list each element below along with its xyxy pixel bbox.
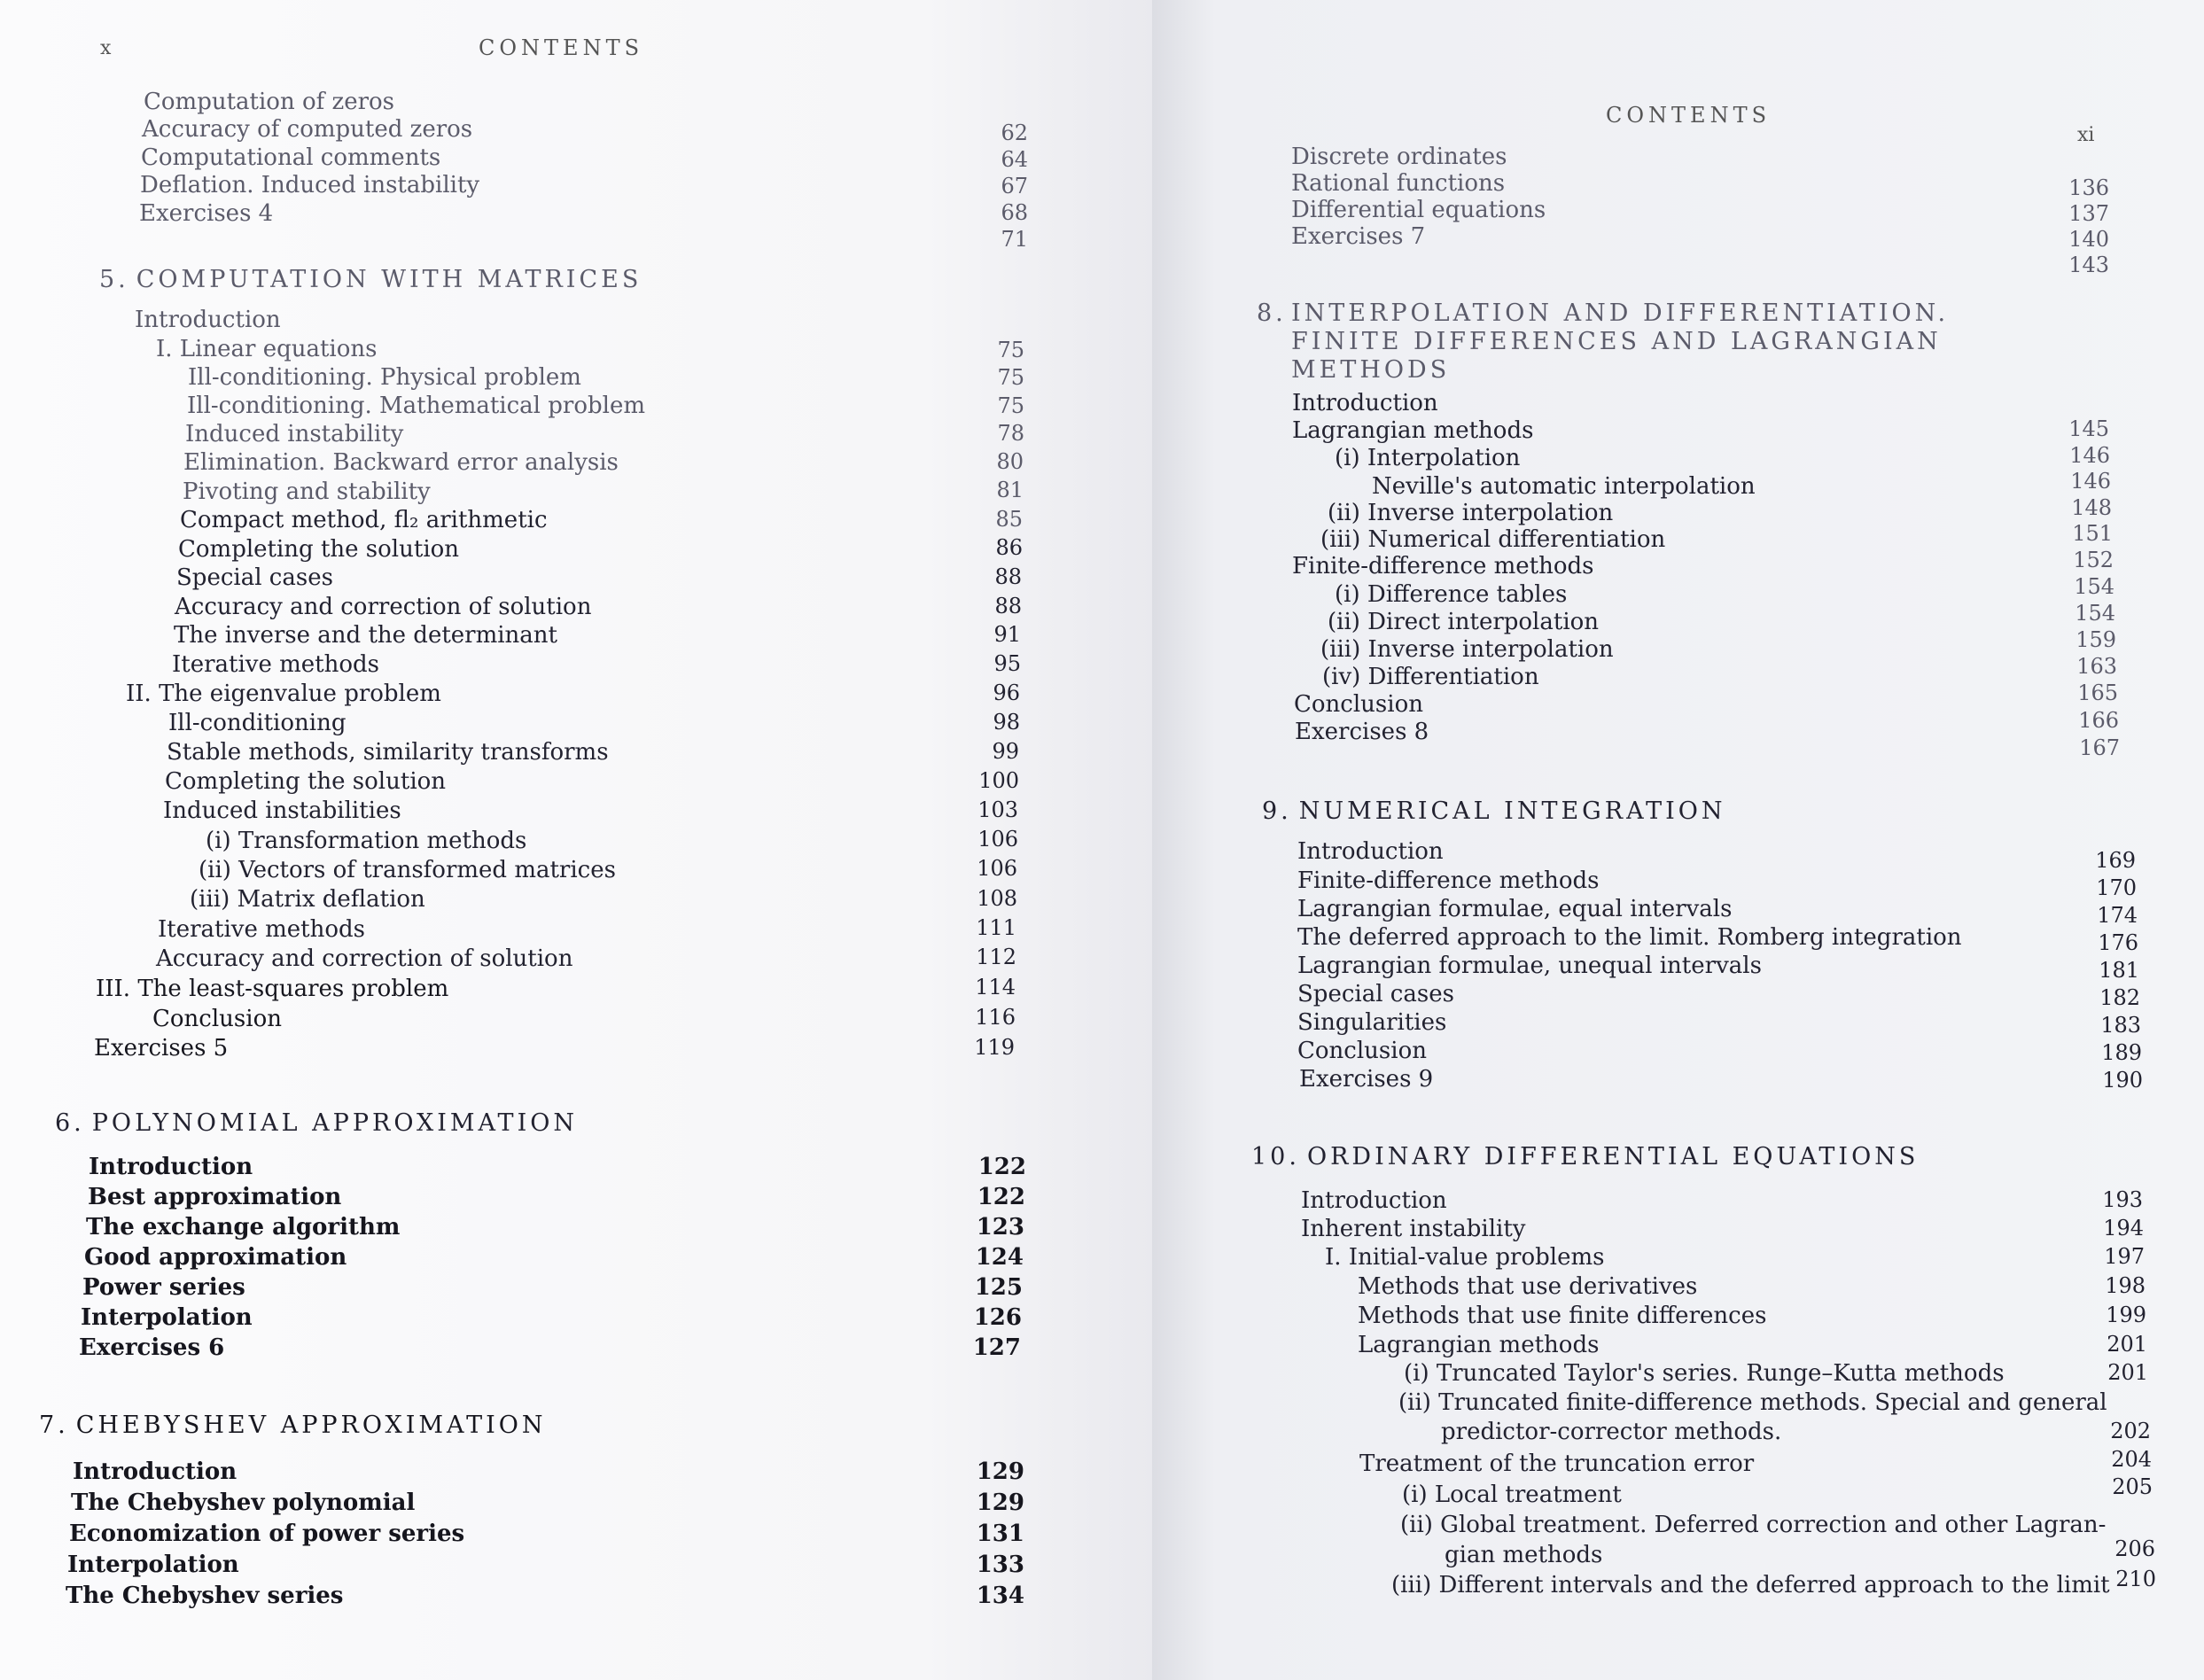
page-number: 134: [976, 1583, 1024, 1609]
page-number: 67: [1001, 174, 1028, 198]
page-number: 127: [972, 1334, 1021, 1361]
page-number: 78: [997, 421, 1024, 446]
page-number: 64: [1001, 147, 1028, 172]
page-number: 163: [2076, 654, 2117, 679]
page-number: 99: [992, 739, 1019, 764]
page-number: 116: [975, 1005, 1016, 1030]
page-number: 71: [1001, 227, 1028, 252]
page-number: 95: [993, 651, 1021, 676]
page-number: 190: [2102, 1068, 2143, 1093]
page-number: 108: [977, 886, 1017, 911]
page-number: 111: [976, 915, 1016, 940]
page-number: 88: [994, 564, 1022, 589]
page-number: 114: [975, 975, 1016, 999]
running-head-right: CONTENTS: [1606, 103, 1772, 128]
page-number: 193: [2102, 1187, 2143, 1212]
page-number: 197: [2104, 1244, 2145, 1269]
page-number: 131: [976, 1521, 1024, 1547]
page-number: 88: [994, 594, 1022, 618]
page-number: 68: [1001, 200, 1028, 225]
page-number: 205: [2112, 1474, 2153, 1499]
page-number: 133: [976, 1552, 1024, 1578]
page-number: 148: [2071, 495, 2112, 520]
page-number: 119: [974, 1035, 1015, 1060]
chapter-heading-8: 8.: [1257, 299, 1287, 327]
chapter-title-8: INTERPOLATION AND DIFFERENTIATION. FINITE DIFFERENCES AND LAGRANGIAN METHODS: [1291, 299, 1950, 384]
page-number: 75: [997, 393, 1024, 418]
chapter-heading-7: 7. CHEBYSHEV APPROXIMATION: [39, 1412, 547, 1439]
page-number: 170: [2096, 875, 2137, 900]
page-number: 62: [1001, 121, 1028, 145]
page-number: 199: [2106, 1303, 2146, 1327]
page-number: 167: [2079, 735, 2120, 760]
folio-right: xi: [2077, 124, 2095, 146]
chapter-heading-9: 9. NUMERICAL INTEGRATION: [1262, 797, 1726, 825]
page-number: 91: [993, 622, 1021, 647]
page-number: 129: [976, 1489, 1024, 1516]
page-number: 123: [976, 1214, 1024, 1241]
page-number: 206: [2114, 1536, 2155, 1561]
page-number: 154: [2074, 574, 2114, 599]
page-number: 198: [2105, 1273, 2146, 1298]
page-number: 202: [2110, 1419, 2151, 1443]
page-number: 201: [2107, 1360, 2148, 1385]
page-number: 166: [2078, 708, 2119, 733]
page-number: 154: [2075, 601, 2115, 626]
page-number: 137: [2068, 201, 2109, 226]
page-number: 106: [977, 856, 1017, 881]
right-page: CONTENTS xi Discrete ordinates Rational functions Differential equations Exercises 7 136 137 140 143 8. INTERPOLATION AND DIFFERENTIATION. FINITE DIFFERENCES AND LAGRANGIAN METHODS Introduction Lagrangian methods (i) Interpolation Neville's automatic interpolation (ii) Inverse interpolation (iii) Numerical differentiation Finite-difference methods (i) Difference tables (ii) Direct interpolation (iii) Inverse interpolation (iv) Differentiation Conclusion Exercises 8 145 146 146 148 151 152 154 154 159 163 165 166 167 9. NUMERICAL INTEGRATION Introduction Finite-difference methods Lagrangian formulae, equal intervals The deferred approach to the limit. Romberg integration Lagrangian formulae, unequal intervals Special cases Singularities Conclusion Exercises 9 169 170 174 176 181 182 183 189 190 10. ORDINARY DIFFERENTIAL EQUATIONS Introduction Inherent instability I. Initial-value problems Methods that use derivatives Methods that use finite differences Lagrangian methods (i) Truncated Taylor's series. Runge–Kutta methods (ii) Truncated finite-difference methods. Special and general predictor-corrector methods. Treatment of the truncation error (i) Local treatment (ii) Global treatment. Deferred correction and other Lagran- gian methods (iii) Different intervals and the deferred approach to the limit 193 194 197 198 199 201 201 202 204 205 206 210: [1152, 0, 2204, 1680]
page-number: 140: [2068, 227, 2109, 252]
page-number: 124: [975, 1244, 1024, 1271]
page-number: 210: [2115, 1567, 2156, 1591]
page-number: 183: [2100, 1013, 2141, 1038]
page-number: 146: [2069, 443, 2110, 468]
chapter-heading-5: 5. COMPUTATION WITH MATRICES: [99, 266, 643, 293]
page-number: 75: [997, 365, 1024, 390]
page-number: 176: [2098, 930, 2138, 955]
page-number: 182: [2099, 985, 2140, 1010]
page-number: 125: [974, 1274, 1023, 1301]
page-number: 146: [2070, 469, 2111, 494]
page-number: 86: [995, 535, 1023, 560]
page-number: 129: [976, 1458, 1024, 1485]
chapter-heading-10: 10. ORDINARY DIFFERENTIAL EQUATIONS: [1251, 1143, 1920, 1171]
page-number: 96: [993, 681, 1020, 705]
page-number: 100: [978, 768, 1019, 793]
running-head-left: CONTENTS: [479, 35, 644, 60]
page-number: 80: [996, 449, 1024, 474]
page-number: 103: [977, 797, 1018, 822]
page-number: 75: [997, 338, 1024, 362]
page-number: 122: [977, 1184, 1025, 1210]
folio-left: x: [100, 37, 112, 59]
chapter-heading-6: 6. POLYNOMIAL APPROXIMATION: [55, 1109, 578, 1137]
page-number: 151: [2072, 521, 2113, 546]
page-number: 159: [2075, 627, 2116, 652]
page-number: 169: [2095, 848, 2136, 873]
left-page: x CONTENTS Computation of zeros Accuracy of computed zeros Computational comments Deflation. Induced instability Exercises 4 62 64 67 68 71 5. COMPUTATION WITH MATRICES Introduction I. Linear equations Ill-conditioning. Physical problem Ill-conditioning. Mathematical problem Induced instability Elimination. Backward error analysis Pivoting and stability Compact method, fl₂ arithmetic Completing the solution Special cases Accuracy and correction of solution The inverse and the determinant Iterative methods II. The eigenvalue problem Ill-conditioning Stable methods, similarity transforms Completing the solution Induced instabilities (i) Transformation methods (ii) Vectors of transformed matrices (iii) Matrix deflation Iterative methods Accuracy and correction of solution III. The least-squares problem Conclusion Exercises 5 75 75 75 78 80 81 85 86 88 88 91 95 96 98 99 100 103 106 106 108 111 112 114 116 119 6. POLYNOMIAL APPROXIMATION Introduction 122 Best approximation 122 The exchange algorithm 123 Good approximation 124 Power series 125 Interpolation 126 Exercises 6 127 7. CHEBYSHEV APPROXIMATION Introduction 129 The Chebyshev polynomial 129 Economization of power series 131 Interpolation 133 The Chebyshev series 134: [0, 0, 1152, 1680]
page-number: 152: [2073, 548, 2114, 572]
page-number: 174: [2097, 903, 2138, 928]
page-number: 126: [973, 1304, 1022, 1331]
page-number: 136: [2068, 175, 2109, 200]
page-number: 98: [993, 710, 1020, 735]
page-number: 181: [2099, 958, 2139, 983]
page-number: 189: [2101, 1040, 2142, 1065]
page-number: 145: [2068, 416, 2109, 441]
page-number: 106: [977, 827, 1018, 852]
page-number: 194: [2103, 1216, 2144, 1241]
page-number: 201: [2107, 1332, 2147, 1357]
page-number: 122: [977, 1154, 1026, 1180]
page-number: 112: [976, 945, 1016, 969]
page-number: 143: [2068, 253, 2109, 277]
page-number: 85: [995, 507, 1023, 532]
page-number: 204: [2111, 1447, 2152, 1472]
page-number: 81: [996, 478, 1024, 502]
page-number: 165: [2077, 681, 2118, 705]
